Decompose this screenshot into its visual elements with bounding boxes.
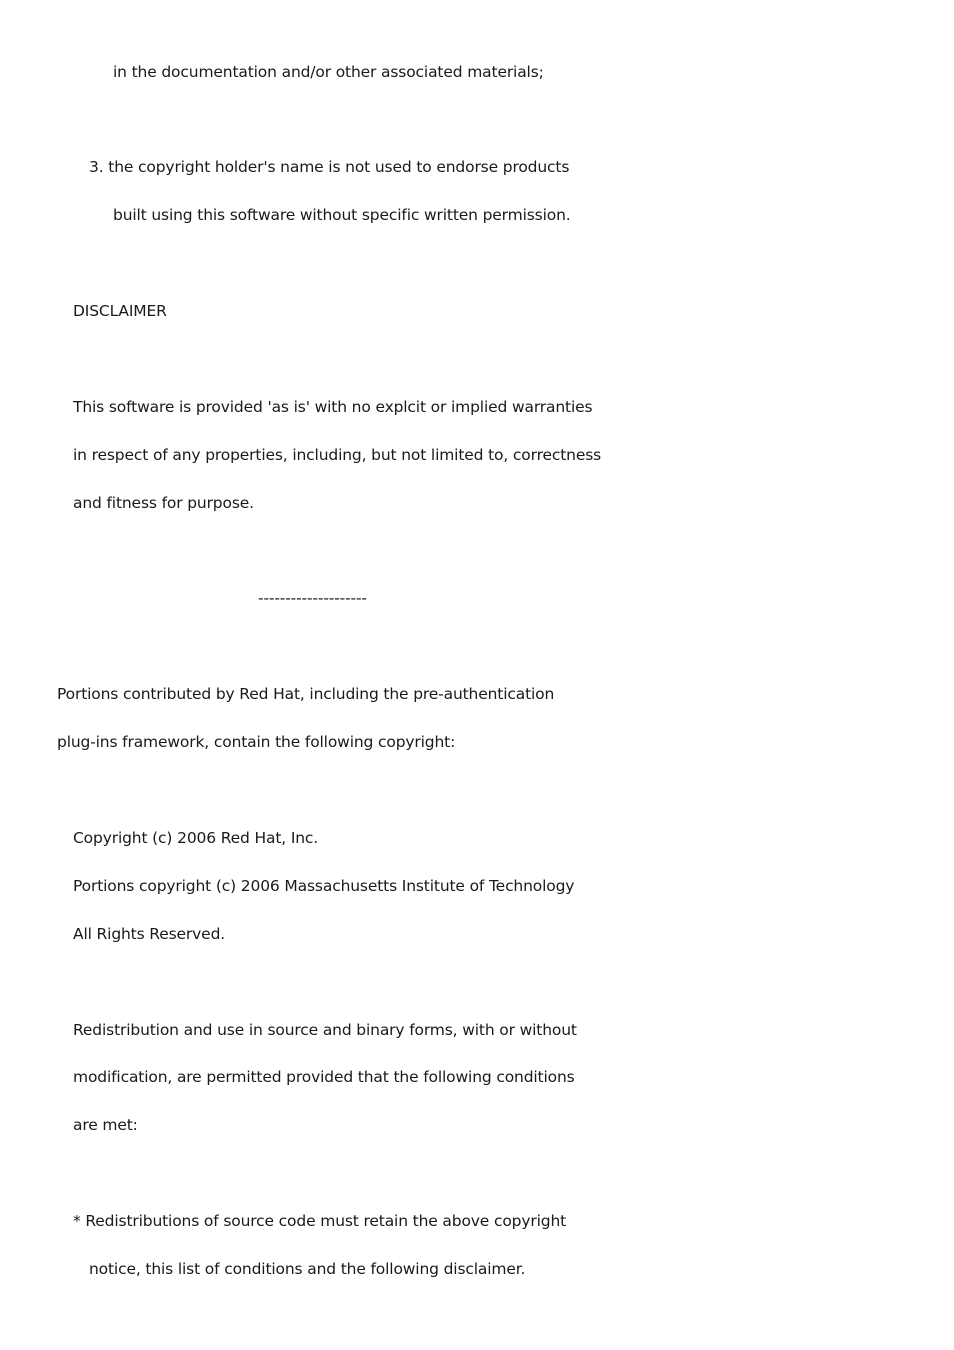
copyright-notice-line: Copyright (c) 2006 Red Hat, Inc. [73, 829, 319, 847]
redhat-intro-line: Portions contributed by Red Hat, including the pre-authentication [57, 685, 555, 703]
condition-bullet: * Redistributions of source code must retain the above copyright [73, 1212, 567, 1230]
redistribution-text-line: modification, are permitted provided that the following conditions [73, 1068, 575, 1086]
disclaimer-text-line: and fitness for purpose. [73, 494, 254, 512]
license-clause-2-continuation: in the documentation and/or other associated materials; [113, 63, 544, 81]
redistribution-text-line: are met: [73, 1116, 138, 1134]
copyright-notice-line: All Rights Reserved. [73, 925, 226, 943]
license-clause-3: 3. the copyright holder's name is not used to endorse products [89, 158, 570, 176]
disclaimer-heading: DISCLAIMER [73, 302, 167, 320]
redistribution-text-line: Redistribution and use in source and binary forms, with or without [73, 1021, 577, 1039]
copyright-notice-line: Portions copyright (c) 2006 Massachusetts Institute of Technology [73, 877, 575, 895]
license-clause-3-continuation: built using this software without specific written permission. [113, 206, 571, 224]
disclaimer-text-line: This software is provided 'as is' with no explcit or implied warranties [73, 398, 593, 416]
disclaimer-text-line: in respect of any properties, including, but not limited to, correctness [73, 446, 602, 464]
section-separator: -------------------- [258, 589, 367, 607]
redhat-intro-line: plug-ins framework, contain the following copyright: [57, 733, 456, 751]
condition-bullet-continuation: notice, this list of conditions and the following disclaimer. [89, 1260, 526, 1278]
